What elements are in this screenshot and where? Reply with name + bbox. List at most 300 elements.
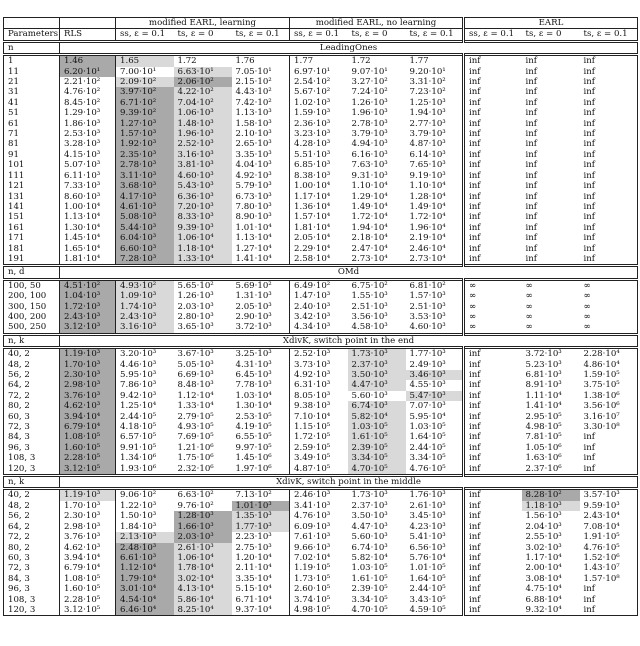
value-cell: inf bbox=[580, 67, 638, 77]
value-cell: ∞ bbox=[580, 312, 638, 322]
value-cell: 1.92·10³ bbox=[116, 139, 174, 149]
value-cell: 1.72·10⁴ bbox=[351, 212, 388, 223]
value-cell: 1.72·10³ bbox=[60, 302, 116, 312]
header-sub: ts, ε = 0 bbox=[177, 29, 214, 40]
value-cell: 1.03·10⁵ bbox=[348, 422, 406, 432]
table-row bbox=[4, 532, 638, 542]
value-cell: 3.75·10⁵ bbox=[580, 380, 638, 390]
value-cell: 2.10·10³ bbox=[235, 129, 272, 140]
value-cell: 4.70·10⁵ bbox=[348, 464, 406, 476]
value-cell: 9.59·10³ bbox=[580, 501, 638, 511]
value-cell: inf bbox=[525, 243, 537, 254]
value-cell: 1.48·10³ bbox=[174, 119, 232, 129]
table-row bbox=[4, 511, 638, 521]
value-cell: 5.47·10³ bbox=[406, 391, 464, 401]
value-cell: inf bbox=[464, 119, 522, 129]
value-cell: 1.59·10³ bbox=[290, 108, 348, 118]
value-cell: 1.65·10⁴ bbox=[60, 244, 116, 254]
value-cell: 7.80·10³ bbox=[235, 201, 272, 212]
value-cell: 9.06·10² bbox=[116, 489, 174, 501]
blank-cell bbox=[4, 18, 60, 29]
value-cell: 1.49·10⁴ bbox=[409, 201, 446, 212]
value-cell: 1.72 bbox=[351, 56, 371, 67]
value-cell: ∞ bbox=[525, 291, 533, 302]
value-cell: inf bbox=[580, 584, 638, 594]
value-cell: ∞ bbox=[525, 322, 533, 333]
value-cell: 1.72 bbox=[177, 56, 197, 67]
param-cell: 300, 150 bbox=[8, 301, 47, 312]
value-cell: 1.29·10³ bbox=[60, 108, 116, 118]
value-cell: 6.20·10¹ bbox=[60, 67, 116, 77]
value-cell: 1.26·10³ bbox=[177, 291, 214, 302]
value-cell: ∞ bbox=[525, 311, 533, 322]
value-cell: 2.53·10³ bbox=[60, 129, 116, 139]
value-cell: ∞ bbox=[525, 280, 533, 291]
value-cell: 6.63·10¹ bbox=[174, 67, 232, 77]
value-cell: 2.75·10³ bbox=[235, 542, 272, 553]
value-cell: inf bbox=[525, 118, 537, 129]
section-header-row bbox=[4, 334, 638, 347]
value-cell: 2.61·10³ bbox=[174, 543, 232, 553]
param-cell: 84, 3 bbox=[8, 573, 30, 584]
value-cell: 6.55·10⁵ bbox=[235, 432, 272, 443]
value-cell: 7.08·10⁴ bbox=[580, 522, 638, 532]
value-cell: 1.47·10³ bbox=[290, 291, 348, 301]
table-row bbox=[4, 192, 638, 202]
param-cell: 61 bbox=[8, 118, 19, 129]
value-cell: inf bbox=[580, 595, 638, 605]
value-cell: 3.20·10³ bbox=[116, 348, 174, 360]
blank-cell bbox=[60, 18, 116, 29]
value-cell: inf bbox=[580, 192, 638, 202]
value-cell: inf bbox=[464, 380, 522, 390]
value-cell: 1.59·10⁵ bbox=[580, 370, 638, 380]
section-param-label: n, d bbox=[8, 267, 25, 278]
param-cell: 60, 3 bbox=[8, 411, 30, 422]
value-cell: inf bbox=[464, 422, 522, 432]
param-cell: 111 bbox=[8, 170, 25, 181]
value-cell: inf bbox=[525, 253, 537, 264]
value-cell: 3.74·10⁵ bbox=[290, 595, 348, 605]
section-param-label: n, k bbox=[8, 477, 25, 488]
value-cell: 2.90·10³ bbox=[235, 311, 272, 322]
value-cell: inf bbox=[464, 233, 522, 243]
table-row bbox=[4, 212, 638, 222]
value-cell: 8.90·10³ bbox=[235, 212, 272, 223]
value-cell: 2.61·10³ bbox=[409, 500, 446, 511]
value-cell: 1.97·10⁶ bbox=[235, 463, 272, 474]
value-cell: 7.10·10⁴ bbox=[290, 412, 348, 422]
value-cell: 9.91·10⁵ bbox=[116, 443, 174, 453]
value-cell: 1.57·10⁴ bbox=[290, 212, 348, 222]
value-cell: inf bbox=[580, 171, 638, 181]
value-cell: 1.06·10⁴ bbox=[174, 553, 232, 563]
value-cell: 3.01·10⁴ bbox=[116, 584, 174, 594]
value-cell: inf bbox=[464, 501, 522, 511]
table-row bbox=[4, 223, 638, 233]
value-cell: 3.12·10⁵ bbox=[60, 605, 116, 616]
value-cell: 4.31·10³ bbox=[235, 359, 272, 370]
table-row bbox=[4, 233, 638, 243]
value-cell: 1.35·10³ bbox=[232, 511, 290, 521]
value-cell: inf bbox=[525, 212, 537, 223]
value-cell: 1.46 bbox=[60, 55, 116, 67]
value-cell: inf bbox=[525, 87, 537, 98]
value-cell: 3.56·10⁶ bbox=[580, 401, 638, 411]
value-cell: 7.13·10² bbox=[235, 490, 272, 501]
value-cell: 1.13·10⁴ bbox=[60, 212, 116, 222]
value-cell: ∞ bbox=[580, 322, 638, 334]
value-cell: 1.29·10⁴ bbox=[351, 191, 388, 202]
value-cell: 3.94·10⁴ bbox=[60, 412, 116, 422]
value-cell: 3.12·10³ bbox=[60, 322, 116, 334]
param-cell: 141 bbox=[8, 201, 25, 212]
value-cell: inf bbox=[464, 522, 522, 532]
table-row bbox=[4, 98, 638, 108]
value-cell: 1.94·10³ bbox=[409, 108, 446, 119]
value-cell: 5.82·10⁴ bbox=[351, 552, 388, 563]
value-cell: 1.73·10³ bbox=[348, 348, 406, 360]
value-cell: 2.43·10⁴ bbox=[580, 511, 638, 521]
value-cell: 2.37·10³ bbox=[348, 360, 406, 370]
value-cell: inf bbox=[464, 391, 522, 401]
table-row bbox=[4, 380, 638, 390]
table-row bbox=[4, 55, 638, 67]
value-cell: 5.05·10³ bbox=[177, 359, 214, 370]
value-cell: 1.65 bbox=[116, 55, 174, 67]
value-cell: 2.35·10³ bbox=[116, 150, 174, 160]
value-cell: 2.18·10⁴ bbox=[351, 233, 388, 244]
value-cell: 4.23·10³ bbox=[409, 521, 446, 532]
value-cell: 9.39·10³ bbox=[174, 223, 232, 233]
value-cell: 1.17·10⁴ bbox=[525, 552, 562, 563]
value-cell: 4.46·10³ bbox=[116, 360, 174, 370]
value-cell: inf bbox=[580, 202, 638, 212]
param-cell: 64, 2 bbox=[8, 380, 30, 391]
value-cell: 3.46·10³ bbox=[406, 370, 464, 380]
value-cell: 8.05·10³ bbox=[290, 391, 348, 401]
value-cell: inf bbox=[464, 370, 522, 380]
value-cell: 6.31·10³ bbox=[290, 380, 348, 390]
value-cell: inf bbox=[580, 119, 638, 129]
value-cell: 1.60·10⁵ bbox=[60, 443, 116, 453]
value-cell: inf bbox=[580, 98, 638, 108]
value-cell: 6.60·10³ bbox=[116, 244, 174, 254]
group-header-no-learning: modified EARL, no learning bbox=[290, 18, 464, 29]
section-title: XdivK, switch point in the middle bbox=[60, 476, 638, 489]
value-cell: 5.69·10² bbox=[235, 280, 272, 291]
value-cell: 3.08·10⁴ bbox=[525, 573, 562, 584]
value-cell: inf bbox=[525, 149, 537, 160]
value-cell: 3.35·10³ bbox=[235, 149, 272, 160]
header-sub: ts, ε = 0.1 bbox=[409, 29, 454, 40]
value-cell: 5.41·10³ bbox=[409, 532, 446, 543]
value-cell: inf bbox=[464, 171, 522, 181]
param-cell: 51 bbox=[8, 108, 19, 119]
value-cell: 2.73·10⁴ bbox=[409, 253, 446, 264]
value-cell: inf bbox=[580, 129, 638, 139]
value-cell: 1.28·10³ bbox=[174, 511, 232, 521]
value-cell: 4.76·10³ bbox=[290, 511, 348, 521]
value-cell: 3.81·10³ bbox=[174, 160, 232, 170]
value-cell: 4.60·10³ bbox=[409, 322, 446, 333]
value-cell: 4.58·10³ bbox=[351, 322, 388, 333]
value-cell: 6.46·10⁴ bbox=[116, 605, 174, 616]
value-cell: 1.17·10⁴ bbox=[290, 192, 348, 202]
param-cell: 48, 2 bbox=[8, 359, 30, 370]
value-cell: 2.98·10³ bbox=[60, 380, 116, 390]
header-sub: ts, ε = 0 bbox=[351, 29, 388, 40]
param-cell: 96, 3 bbox=[8, 442, 30, 453]
value-cell: 1.38·10⁶ bbox=[580, 391, 638, 401]
value-cell: 5.51·10³ bbox=[290, 150, 348, 160]
param-cell: 64, 2 bbox=[8, 521, 30, 532]
value-cell: 7.02·10⁴ bbox=[290, 553, 348, 563]
value-cell: inf bbox=[464, 212, 522, 222]
group-header-earl: EARL bbox=[464, 18, 638, 29]
value-cell: 1.76·10³ bbox=[409, 490, 446, 501]
value-cell: 8.91·10³ bbox=[525, 380, 562, 391]
param-cell: 151 bbox=[8, 212, 25, 223]
value-cell: 1.75·10⁶ bbox=[177, 453, 214, 464]
value-cell: 6.71·10² bbox=[116, 98, 174, 108]
table-row bbox=[4, 129, 638, 139]
value-cell: 5.44·10³ bbox=[116, 223, 174, 233]
value-cell: 3.68·10³ bbox=[116, 181, 174, 191]
table-row bbox=[4, 543, 638, 553]
value-cell: 3.16·10⁷ bbox=[580, 412, 638, 422]
value-cell: 1.50·10³ bbox=[116, 511, 174, 521]
value-cell: 4.22·10² bbox=[174, 87, 232, 97]
value-cell: 1.04·10³ bbox=[60, 291, 116, 301]
value-cell: 1.19·10³ bbox=[60, 489, 116, 501]
value-cell: inf bbox=[525, 56, 537, 67]
value-cell: 3.02·10⁴ bbox=[174, 574, 232, 584]
param-cell: 100, 50 bbox=[8, 280, 41, 291]
param-cell: 56, 2 bbox=[8, 370, 30, 380]
value-cell: 2.06·10² bbox=[174, 77, 232, 87]
value-cell: 7.28·10³ bbox=[116, 254, 174, 266]
value-cell: 1.96·10⁴ bbox=[409, 222, 446, 233]
value-cell: 3.30·10⁸ bbox=[580, 422, 638, 432]
value-cell: inf bbox=[464, 595, 522, 605]
value-cell: 3.57·10³ bbox=[580, 489, 638, 501]
value-cell: 2.28·10⁵ bbox=[60, 453, 116, 463]
value-cell: 8.25·10⁴ bbox=[174, 605, 232, 616]
value-cell: 4.47·10³ bbox=[351, 521, 388, 532]
value-cell: 2.60·10⁵ bbox=[290, 584, 348, 594]
value-cell: inf bbox=[580, 254, 638, 266]
value-cell: ∞ bbox=[464, 322, 522, 334]
value-cell: 3.53·10³ bbox=[409, 311, 446, 322]
value-cell: 7.61·10³ bbox=[290, 532, 348, 542]
value-cell: 2.77·10³ bbox=[409, 118, 446, 129]
value-cell: 4.98·10⁵ bbox=[525, 422, 562, 433]
value-cell: 7.04·10² bbox=[174, 98, 232, 108]
value-cell: 3.34·10⁵ bbox=[348, 453, 406, 463]
value-cell: inf bbox=[525, 77, 537, 88]
value-cell: 9.97·10⁵ bbox=[235, 442, 272, 453]
value-cell: 2.58·10⁴ bbox=[290, 254, 348, 266]
value-cell: 1.58·10³ bbox=[235, 118, 272, 129]
value-cell: 2.55·10³ bbox=[525, 532, 562, 543]
value-cell: 1.86·10³ bbox=[60, 119, 116, 129]
value-cell: 6.63·10² bbox=[177, 490, 214, 501]
value-cell: 3.79·10³ bbox=[409, 129, 446, 140]
value-cell: 4.92·10³ bbox=[235, 170, 272, 181]
value-cell: 1.13·10³ bbox=[235, 108, 272, 119]
value-cell: 4.76·10⁵ bbox=[409, 463, 446, 474]
param-cell: 31 bbox=[8, 87, 19, 98]
value-cell: 2.32·10⁶ bbox=[177, 463, 214, 474]
value-cell: 1.25·10⁴ bbox=[116, 401, 174, 411]
value-cell: 1.01·10³ bbox=[232, 501, 290, 511]
value-cell: 5.23·10³ bbox=[525, 359, 562, 370]
value-cell: 2.65·10³ bbox=[235, 139, 272, 150]
value-cell: 4.19·10⁵ bbox=[235, 422, 272, 433]
value-cell: inf bbox=[525, 191, 537, 202]
value-cell: 3.67·10³ bbox=[177, 349, 214, 360]
section-param-label: n, k bbox=[8, 335, 25, 346]
param-cell: 80, 2 bbox=[8, 401, 30, 412]
value-cell: 7.69·10⁵ bbox=[177, 432, 214, 443]
value-cell: 6.88·10⁴ bbox=[525, 594, 562, 605]
param-cell: 91 bbox=[8, 149, 19, 160]
value-cell: 1.36·10⁴ bbox=[290, 202, 348, 212]
value-cell: inf bbox=[525, 139, 537, 150]
value-cell: 1.21·10⁶ bbox=[177, 442, 214, 453]
header-sub: ss, ε = 0.1 bbox=[464, 29, 522, 41]
value-cell: 7.07·10³ bbox=[409, 401, 446, 412]
value-cell: inf bbox=[464, 98, 522, 108]
section-header-row bbox=[4, 41, 638, 54]
value-cell: inf bbox=[464, 574, 522, 584]
value-cell: 1.77·10³ bbox=[409, 349, 446, 360]
value-cell: 2.15·10² bbox=[235, 77, 272, 88]
value-cell: 3.73·10³ bbox=[290, 360, 348, 370]
table-row bbox=[4, 150, 638, 160]
value-cell: 6.57·10⁵ bbox=[116, 432, 174, 442]
value-cell: 8.60·10³ bbox=[60, 192, 116, 202]
value-cell: inf bbox=[464, 192, 522, 202]
value-cell: ∞ bbox=[464, 302, 522, 312]
value-cell: 2.40·10³ bbox=[290, 302, 348, 312]
value-cell: 2.28·10⁵ bbox=[60, 595, 116, 605]
param-cell: 40, 2 bbox=[8, 490, 30, 501]
value-cell: inf bbox=[525, 170, 537, 181]
value-cell: 3.31·10² bbox=[409, 77, 446, 88]
value-cell: inf bbox=[464, 55, 522, 67]
value-cell: 1.64·10⁵ bbox=[409, 573, 446, 584]
value-cell: 4.62·10³ bbox=[60, 543, 116, 553]
value-cell: 1.96·10³ bbox=[174, 129, 232, 139]
value-cell: 3.50·10³ bbox=[348, 370, 406, 380]
value-cell: 6.45·10³ bbox=[235, 370, 272, 380]
value-cell: 9.19·10³ bbox=[409, 170, 446, 181]
value-cell: 1.01·10⁵ bbox=[409, 563, 446, 574]
value-cell: 1.55·10³ bbox=[351, 291, 388, 302]
value-cell: 2.43·10³ bbox=[116, 312, 174, 322]
value-cell: 4.15·10³ bbox=[60, 150, 116, 160]
value-cell: 9.39·10² bbox=[116, 108, 174, 118]
value-cell: 3.94·10⁴ bbox=[60, 553, 116, 563]
value-cell: 6.36·10³ bbox=[174, 192, 232, 202]
value-cell: inf bbox=[580, 453, 638, 463]
value-cell: 3.16·10³ bbox=[116, 322, 174, 334]
value-cell: 1.79·10⁴ bbox=[116, 574, 174, 584]
value-cell: 6.16·10³ bbox=[351, 149, 388, 160]
value-cell: 2.46·10³ bbox=[290, 489, 348, 501]
value-cell: inf bbox=[525, 66, 537, 77]
value-cell: 7.81·10⁵ bbox=[525, 432, 562, 443]
value-cell: ∞ bbox=[464, 279, 522, 291]
value-cell: 1.03·10⁵ bbox=[351, 563, 388, 574]
table-row bbox=[4, 464, 638, 476]
value-cell: 3.72·10³ bbox=[525, 349, 562, 360]
value-cell: inf bbox=[525, 201, 537, 212]
param-cell: 40, 2 bbox=[8, 349, 30, 360]
value-cell: 3.49·10⁵ bbox=[290, 453, 348, 463]
param-cell: 72, 2 bbox=[8, 390, 30, 401]
table-row bbox=[4, 181, 638, 191]
group-header-learning: modified EARL, learning bbox=[116, 18, 290, 29]
section-header-row bbox=[4, 476, 638, 489]
table-row bbox=[4, 489, 638, 501]
param-cell: 200, 100 bbox=[8, 291, 47, 302]
value-cell: 2.39·10⁵ bbox=[351, 584, 388, 595]
value-cell: 1.84·10³ bbox=[116, 522, 174, 532]
value-cell: 1.27·10³ bbox=[116, 119, 174, 129]
value-cell: 4.98·10⁵ bbox=[290, 605, 348, 616]
table-row bbox=[4, 553, 638, 563]
header-sub: ss, ε = 0.1 bbox=[116, 29, 174, 41]
value-cell: 2.52·10³ bbox=[290, 348, 348, 360]
value-cell: 4.54·10⁴ bbox=[116, 595, 174, 605]
value-cell: inf bbox=[464, 511, 522, 521]
value-cell: 5.79·10³ bbox=[235, 181, 272, 192]
table-row bbox=[4, 254, 638, 266]
value-cell: 3.97·10² bbox=[116, 87, 174, 97]
value-cell: 1.15·10⁵ bbox=[290, 422, 348, 432]
value-cell: 5.95·10³ bbox=[116, 370, 174, 380]
value-cell: 1.72·10⁴ bbox=[409, 212, 446, 223]
value-cell: 2.28·10⁴ bbox=[580, 348, 638, 360]
value-cell: 1.00·10⁴ bbox=[290, 181, 348, 191]
value-cell: 4.62·10³ bbox=[60, 401, 116, 411]
value-cell: 2.95·10⁵ bbox=[525, 411, 562, 422]
param-cell: 72, 3 bbox=[8, 422, 30, 433]
table-row bbox=[4, 312, 638, 322]
value-cell: 7.20·10³ bbox=[174, 202, 232, 212]
value-cell: inf bbox=[580, 432, 638, 442]
value-cell: 4.93·10⁵ bbox=[177, 422, 214, 433]
value-cell: 6.04·10³ bbox=[116, 233, 174, 243]
value-cell: 1.73·10⁵ bbox=[290, 574, 348, 584]
table-row bbox=[4, 87, 638, 97]
value-cell: inf bbox=[464, 584, 522, 594]
value-cell: inf bbox=[525, 181, 537, 192]
value-cell: 1.00·10⁴ bbox=[60, 202, 116, 212]
value-cell: 2.54·10² bbox=[290, 77, 348, 87]
value-cell: 2.48·10³ bbox=[116, 543, 174, 553]
header-sub: ss, ε = 0.1 bbox=[290, 29, 348, 41]
value-cell: 3.34·10⁵ bbox=[351, 594, 388, 605]
value-cell: 4.94·10³ bbox=[351, 139, 388, 150]
value-cell: inf bbox=[580, 77, 638, 87]
header-sub: ts, ε = 0.1 bbox=[235, 29, 280, 40]
value-cell: inf bbox=[580, 87, 638, 97]
value-cell: 2.29·10⁴ bbox=[290, 244, 348, 254]
